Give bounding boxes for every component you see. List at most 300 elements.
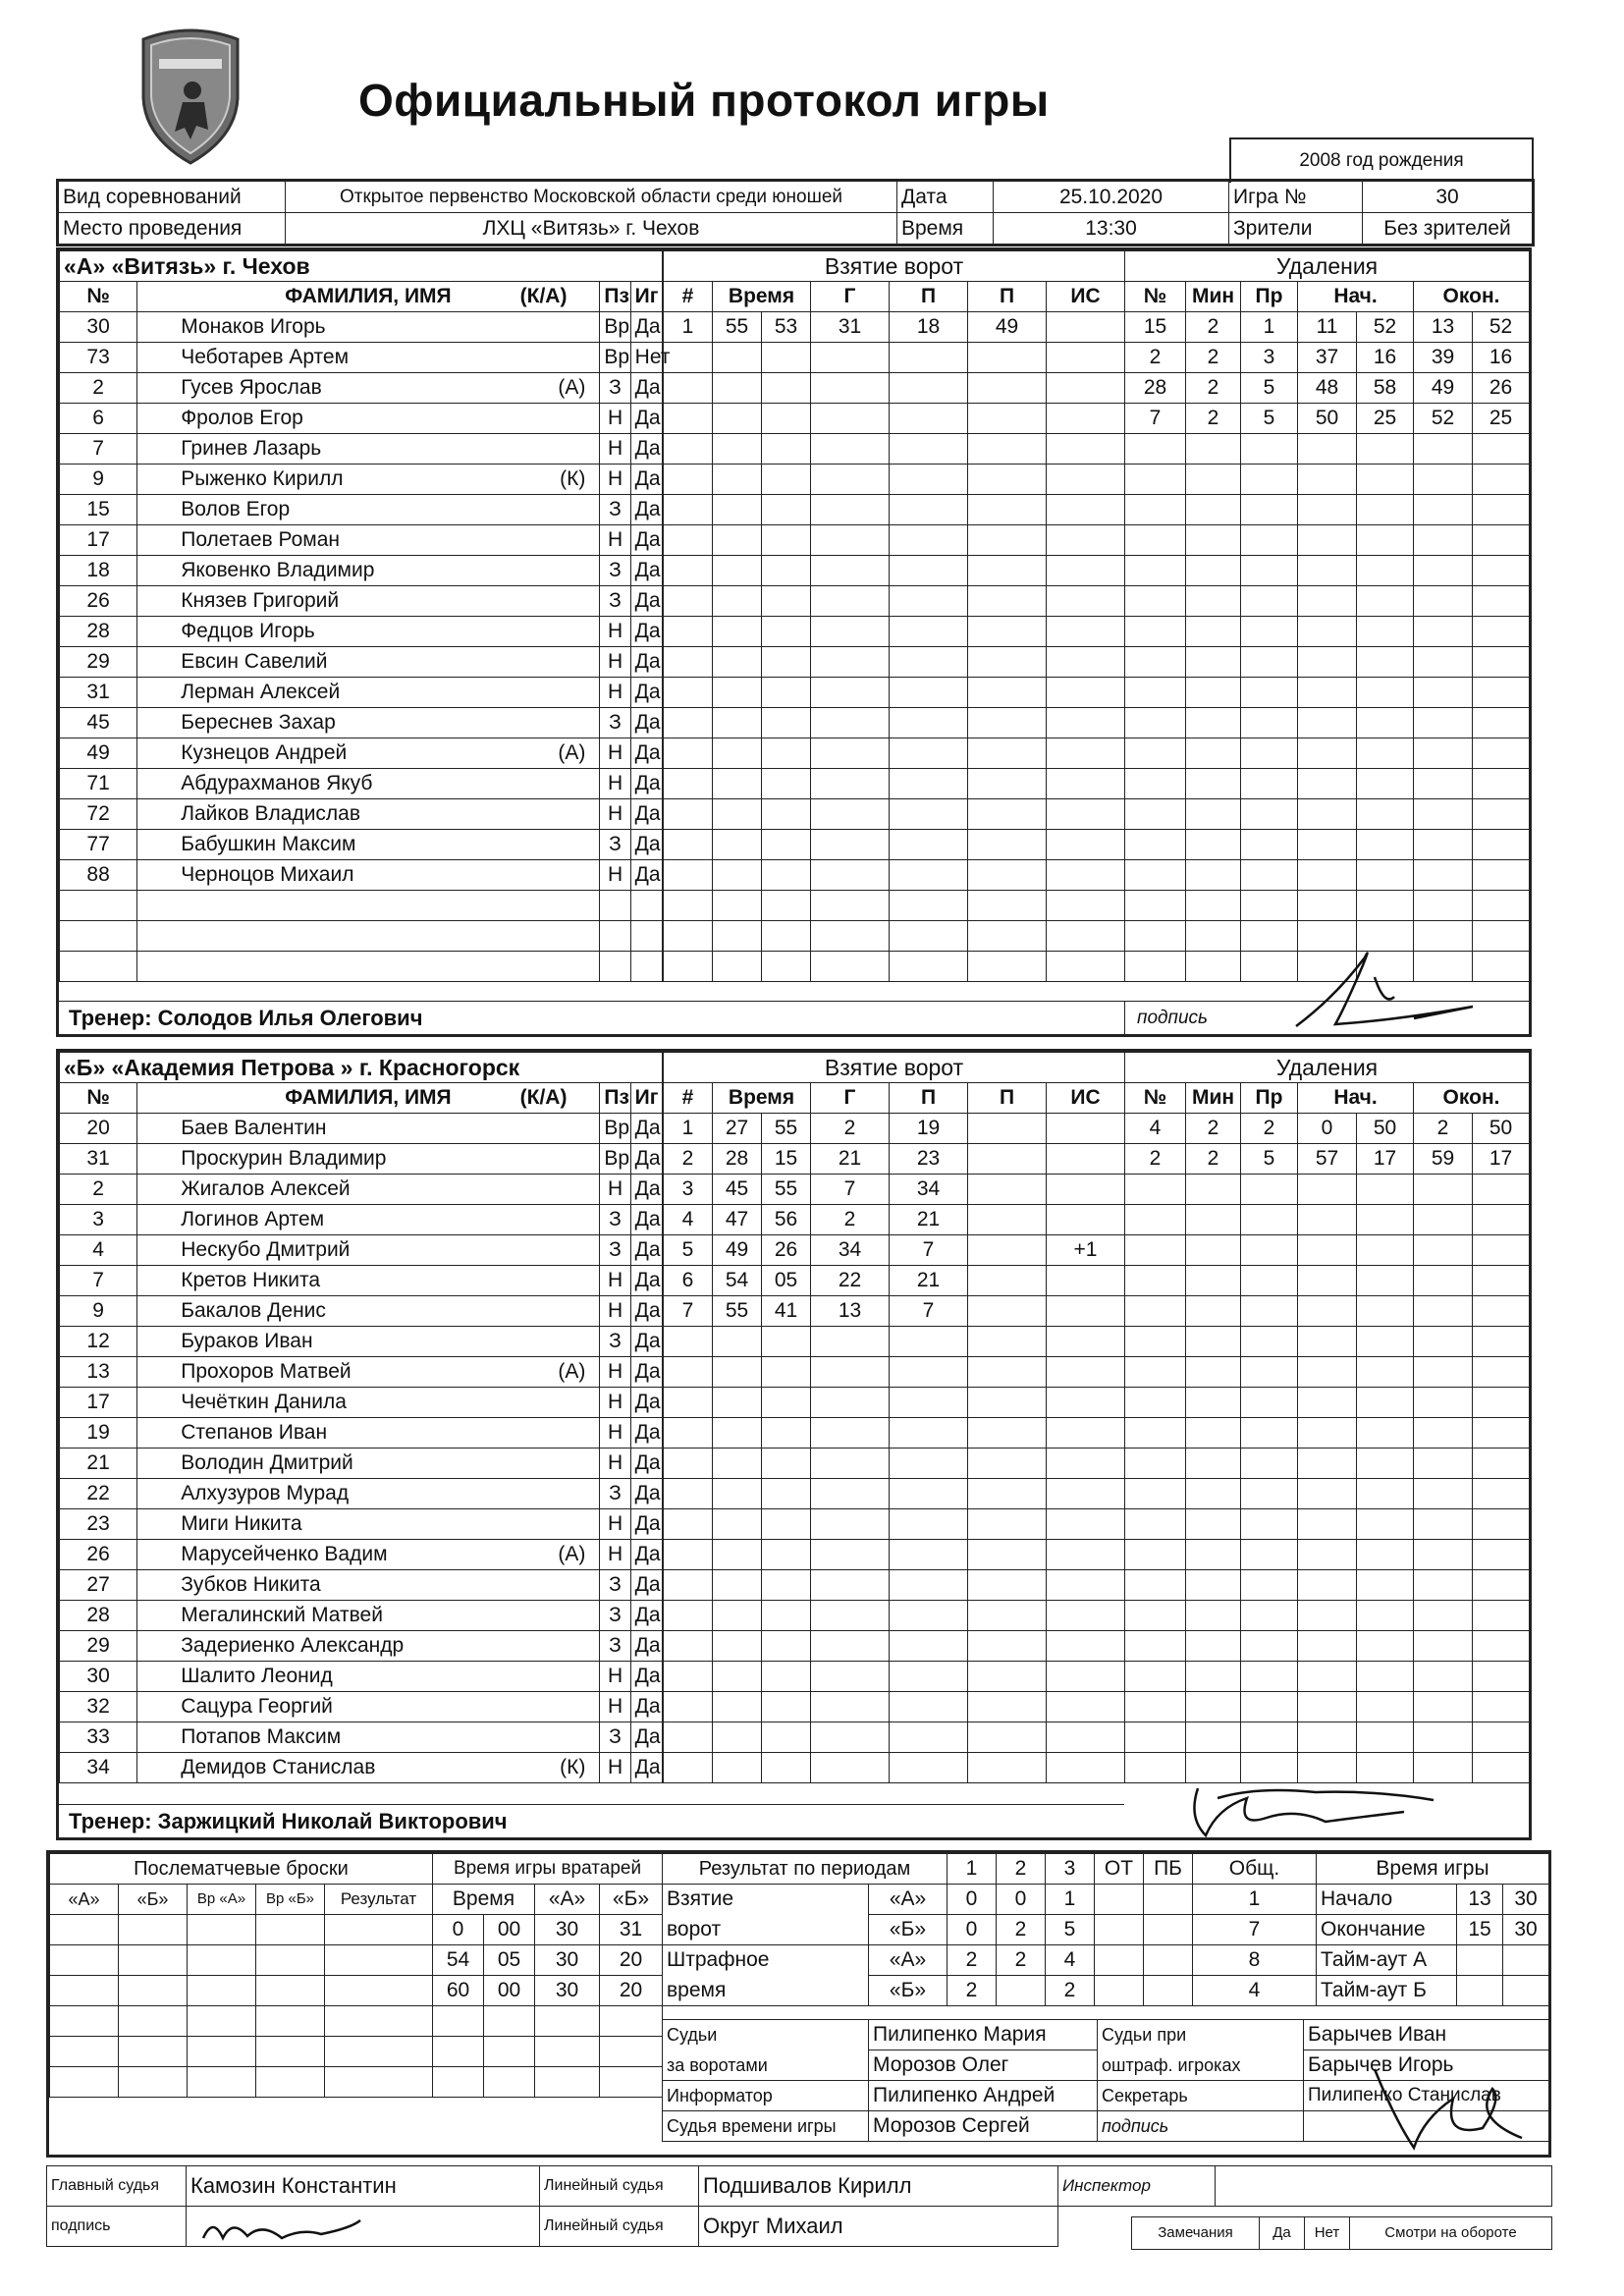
player-name-cell: [137, 617, 600, 647]
summary-block: [46, 1850, 1551, 2158]
player-role: (К): [560, 1756, 586, 1778]
player-name-cell: [137, 1388, 600, 1418]
goal-scorer: 31: [811, 312, 890, 343]
gk-team-b: 20: [600, 1976, 663, 2006]
col-goal-time: Время: [713, 1083, 811, 1114]
goal-number: 1: [664, 312, 713, 343]
player-name: Задериенко Александр: [181, 1634, 405, 1657]
player-name: Лерман Алексей: [181, 681, 341, 703]
player-name-cell: [137, 1296, 600, 1327]
penalty-row: [1125, 465, 1530, 495]
goal-number: 5: [664, 1235, 713, 1266]
penalty-row: [1125, 799, 1530, 830]
timeout-a-label: Тайм-аут А: [1317, 1945, 1457, 1976]
goal-assist-2: [968, 1205, 1047, 1235]
player-number: 18: [60, 556, 137, 586]
player-name: Монаков Игорь: [181, 315, 326, 338]
player-number: 7: [60, 1266, 137, 1296]
goals-label: Взятие: [663, 1885, 869, 1915]
pim-a-p2: 2: [997, 1945, 1046, 1976]
penalty-judges-label-2: оштраф. игроках: [1098, 2050, 1304, 2081]
goal-judge-1: Пилипенко Мария: [869, 2020, 1098, 2050]
player-number: 88: [60, 860, 137, 891]
penalty-row: [1125, 1540, 1530, 1570]
goal-judges-label-2: за воротами: [663, 2050, 869, 2081]
gk-team-a: 30: [535, 1945, 600, 1976]
goal-minute: 47: [713, 1205, 762, 1235]
player-name: Алхузуров Мурад: [181, 1482, 350, 1504]
player-number: 13: [60, 1357, 137, 1388]
goal-second: 41: [762, 1296, 811, 1327]
player-number: 9: [60, 1296, 137, 1327]
col-pen-num: №: [1125, 282, 1186, 312]
roster-row: [60, 799, 663, 830]
player-name-cell: [137, 860, 600, 891]
roster-row: [60, 1235, 663, 1266]
penalty-row: [1125, 891, 1530, 921]
player-number: 73: [60, 343, 137, 373]
col-pen-min: Мин: [1186, 282, 1241, 312]
goal-scorer: 22: [811, 1266, 890, 1296]
player-number: 29: [60, 647, 137, 678]
goal-row: [664, 1753, 1125, 1783]
player-name: Абдурахманов Якуб: [181, 772, 373, 794]
venue-value: ЛХЦ «Витязь» г. Чехов: [286, 213, 897, 246]
goal-situation: [1047, 312, 1125, 343]
goals-b-p1: 0: [947, 1915, 997, 1945]
pim-a-so: [1144, 1945, 1193, 1976]
remarks-yes[interactable]: Да: [1260, 2217, 1305, 2250]
player-number: 26: [60, 586, 137, 617]
roster-row: [60, 1631, 663, 1662]
gk-second: 00: [484, 1976, 535, 2006]
pim-team-a-label: «А»: [869, 1945, 947, 1976]
roster-row: [60, 1662, 663, 1692]
penalty-start-min: 48: [1298, 373, 1357, 404]
goals-b-ot: [1095, 1915, 1144, 1945]
penalty-row: [1125, 1144, 1530, 1175]
player-name-cell: [137, 465, 600, 495]
pim-a-ot: [1095, 1945, 1144, 1976]
goal-scorer: 7: [811, 1175, 890, 1205]
player-number: [60, 952, 137, 982]
pim-b-total: 4: [1193, 1976, 1317, 2006]
team-b-penalties-title: Удаления: [1125, 1053, 1530, 1083]
col-name: ФАМИЛИЯ, ИМЯ (К/А): [137, 282, 600, 312]
penalty-row: [1125, 1601, 1530, 1631]
year-of-birth: 2008 год рождения: [1229, 137, 1534, 183]
player-name-cell: [137, 1357, 600, 1388]
linesman-1: Подшивалов Кирилл: [699, 2166, 1058, 2207]
col-goal-num: #: [664, 282, 713, 312]
gk-minute: 0: [433, 1915, 484, 1945]
player-name-cell: [137, 373, 600, 404]
player-played: Да: [630, 1631, 662, 1662]
penalty-row: [1125, 373, 1530, 404]
player-played: Да: [630, 1235, 662, 1266]
venue-label: Место проведения: [58, 213, 286, 246]
team-b-goals-title: Взятие ворот: [664, 1053, 1125, 1083]
penalty-end-sec: 26: [1473, 373, 1530, 404]
gk-team-b: 20: [600, 1945, 663, 1976]
penalty-start-sec: 50: [1357, 1114, 1414, 1144]
player-name: Демидов Станислав: [181, 1756, 376, 1778]
gk-row: [433, 1915, 663, 1945]
shootout-col-result: Результат: [325, 1885, 433, 1915]
team-b-coach-signature: [1178, 1778, 1473, 1843]
penalty-row: [1125, 1418, 1530, 1449]
penalty-row: [1125, 1296, 1530, 1327]
goal-row: [664, 1722, 1125, 1753]
goal-judge-2: Морозов Олег: [869, 2050, 1098, 2081]
goal-row: [664, 343, 1125, 373]
goal-situation: [1047, 1296, 1125, 1327]
player-played: Да: [630, 434, 662, 465]
goal-row: [664, 1601, 1125, 1631]
chief-sign-label: подпись: [47, 2207, 187, 2247]
player-position: З: [600, 1570, 630, 1601]
goal-situation: [1047, 1266, 1125, 1296]
penalty-start-min: 37: [1298, 343, 1357, 373]
player-name: Баев Валентин: [181, 1117, 327, 1139]
penalty-end-min: 13: [1414, 312, 1473, 343]
team-b-title: «Б» «Академия Петрова » г. Красногорск: [60, 1053, 663, 1083]
inspector-label: Инспектор: [1058, 2166, 1216, 2207]
roster-row: [60, 1449, 663, 1479]
roster-row: [60, 343, 663, 373]
player-name: Фролов Егор: [181, 407, 303, 429]
penalty-player: 2: [1125, 343, 1186, 373]
goal-second: 26: [762, 1235, 811, 1266]
player-position: [600, 891, 630, 921]
player-name-cell: [137, 1144, 600, 1175]
penalty-row: [1125, 586, 1530, 617]
shootout-col-b: «Б»: [119, 1885, 188, 1915]
player-role: (А): [558, 741, 586, 764]
player-played: [630, 921, 662, 952]
player-name: Чеботарев Артем: [181, 346, 350, 368]
goal-assist-2: [968, 1266, 1047, 1296]
goal-row: [664, 1509, 1125, 1540]
player-name: Сацура Георгий: [181, 1695, 333, 1718]
linesman-label-2: Линейный судья: [540, 2207, 699, 2247]
player-name-cell: [137, 1753, 600, 1783]
penalty-row: [1125, 556, 1530, 586]
player-name-cell: [137, 1570, 600, 1601]
player-position: [600, 952, 630, 982]
penalty-start-min: 57: [1298, 1144, 1357, 1175]
gk-col-time: Время: [433, 1885, 535, 1915]
goal-row: [664, 647, 1125, 678]
player-played: Да: [630, 1388, 662, 1418]
gk-col-b: «Б»: [600, 1885, 663, 1915]
goal-row: [664, 891, 1125, 921]
goal-row: [664, 1449, 1125, 1479]
roster-row: [60, 647, 663, 678]
goal-minute: 45: [713, 1175, 762, 1205]
team-a-goals-title: Взятие ворот: [664, 251, 1125, 282]
goal-row: [664, 1296, 1125, 1327]
player-name: Рыженко Кирилл: [181, 467, 344, 490]
player-number: 31: [60, 1144, 137, 1175]
player-number: [60, 921, 137, 952]
league-logo: [137, 20, 244, 165]
goal-row: [664, 708, 1125, 738]
goal-situation: [1047, 1205, 1125, 1235]
gk-row: [433, 1976, 663, 2006]
player-played: Да: [630, 1357, 662, 1388]
player-number: 28: [60, 617, 137, 647]
player-name: Чечёткин Данила: [181, 1391, 347, 1413]
informer-value: Пилипенко Андрей: [869, 2081, 1098, 2111]
shootout-table: [49, 1853, 433, 2098]
periods-title: Результат по периодам: [663, 1854, 947, 1885]
penalty-end-sec: 16: [1473, 343, 1530, 373]
player-name: Миги Никита: [181, 1512, 302, 1535]
player-position: З: [600, 556, 630, 586]
end-minute: 30: [1503, 1915, 1549, 1945]
player-name: Нескубо Дмитрий: [181, 1238, 351, 1261]
goal-row: [664, 678, 1125, 708]
player-position: З: [600, 1631, 630, 1662]
spectators-label: Зрители: [1229, 213, 1363, 246]
player-position: З: [600, 495, 630, 525]
player-played: Да: [630, 1722, 662, 1753]
player-name-cell: [137, 1722, 600, 1753]
referees-block: [46, 2165, 1551, 2254]
date-label: Дата: [897, 181, 994, 213]
player-name: Степанов Иван: [181, 1421, 328, 1444]
penalty-start-sec: 58: [1357, 373, 1414, 404]
player-name-cell: [137, 434, 600, 465]
gk-minute: 54: [433, 1945, 484, 1976]
player-played: [630, 952, 662, 982]
player-position: Н: [600, 1692, 630, 1722]
pim-b-p2: [997, 1976, 1046, 2006]
player-number: 28: [60, 1601, 137, 1631]
col-ig: Иг: [630, 282, 662, 312]
penalty-reason: 3: [1241, 343, 1298, 373]
penalty-row: [1125, 1388, 1530, 1418]
penalty-judge-2: Барычев Игорь: [1304, 2050, 1549, 2081]
player-name-cell: [137, 586, 600, 617]
penalty-reason: 2: [1241, 1114, 1298, 1144]
player-number: 45: [60, 708, 137, 738]
penalty-minutes: 2: [1186, 1114, 1241, 1144]
goal-row: [664, 495, 1125, 525]
goal-assist-1: 23: [890, 1144, 968, 1175]
player-played: Да: [630, 1570, 662, 1601]
player-position: З: [600, 373, 630, 404]
roster-row: [60, 1479, 663, 1509]
player-position: З: [600, 1722, 630, 1753]
goal-row: [664, 1175, 1125, 1205]
player-name-cell: [137, 1114, 600, 1144]
remarks-see-back: Смотри на обороте: [1350, 2217, 1552, 2250]
team-a-title: «А» «Витязь» г. Чехов: [60, 251, 663, 282]
goal-minute: 27: [713, 1114, 762, 1144]
player-name-cell: [137, 738, 600, 769]
col-goal-situation: ИС: [1047, 1083, 1125, 1114]
goal-row: [664, 830, 1125, 860]
col-pen-start: Нач.: [1298, 282, 1414, 312]
competition-value: Открытое первенство Московской области среди юношей: [286, 181, 897, 213]
player-number: 17: [60, 1388, 137, 1418]
player-number: 27: [60, 1570, 137, 1601]
player-name: Гринев Лазарь: [181, 437, 322, 460]
gk-team-a: 30: [535, 1915, 600, 1945]
team-a-sign-label: подпись: [1124, 1001, 1529, 1035]
penalty-start-sec: 16: [1357, 343, 1414, 373]
roster-row: [60, 1175, 663, 1205]
roster-row: [60, 1722, 663, 1753]
player-played: Да: [630, 1509, 662, 1540]
player-number: 2: [60, 373, 137, 404]
team-a-coach: Тренер: Солодов Илья Олегович: [59, 1001, 1124, 1035]
goal-row: [664, 860, 1125, 891]
player-position: Н: [600, 1296, 630, 1327]
player-name-cell: [137, 343, 600, 373]
goals-a-p2: 0: [997, 1885, 1046, 1915]
player-name-cell: [137, 952, 600, 982]
goal-row: [664, 404, 1125, 434]
player-name-cell: [137, 708, 600, 738]
goal-row: [664, 1235, 1125, 1266]
goal-assist-1: 7: [890, 1296, 968, 1327]
roster-row: [60, 556, 663, 586]
player-name: Бураков Иван: [181, 1330, 313, 1352]
goal-judges-label: Судьи: [663, 2020, 869, 2050]
goal-row: [664, 373, 1125, 404]
goal-assist-2: [968, 1296, 1047, 1327]
col-pen-num: №: [1125, 1083, 1186, 1114]
player-position: Н: [600, 1509, 630, 1540]
penalty-minutes: 2: [1186, 373, 1241, 404]
roster-row: [60, 769, 663, 799]
shootout-col-gk-a: Вр «А»: [188, 1885, 256, 1915]
team-a-goals: [663, 250, 1125, 982]
player-number: 20: [60, 1114, 137, 1144]
goal-row: [664, 1327, 1125, 1357]
roster-row: [60, 1388, 663, 1418]
period-col-1: 1: [947, 1854, 997, 1885]
goal-row: [664, 1631, 1125, 1662]
roster-row: [60, 586, 663, 617]
col-goal-scorer: Г: [811, 1083, 890, 1114]
goal-assist-2: [968, 1235, 1047, 1266]
penalty-player: 28: [1125, 373, 1186, 404]
col-goal-scorer: Г: [811, 282, 890, 312]
gk-team-a: 30: [535, 1976, 600, 2006]
time-label: Время: [897, 213, 994, 246]
goal-second: 15: [762, 1144, 811, 1175]
penalty-end-min: 59: [1414, 1144, 1473, 1175]
informer-label: Информатор: [663, 2081, 869, 2111]
roster-row: [60, 1570, 663, 1601]
goal-scorer: 13: [811, 1296, 890, 1327]
player-number: 71: [60, 769, 137, 799]
col-num: №: [60, 1083, 137, 1114]
col-assist-2: П: [968, 1083, 1047, 1114]
team-b-goals: [663, 1052, 1125, 1783]
player-role: (А): [558, 376, 586, 399]
penalty-row: [1125, 495, 1530, 525]
penalty-row: [1125, 1662, 1530, 1692]
player-name: Володин Дмитрий: [181, 1451, 353, 1474]
player-name: Прохоров Матвей: [181, 1360, 352, 1383]
period-col-so: ПБ: [1144, 1854, 1193, 1885]
player-number: 12: [60, 1327, 137, 1357]
penalty-start-min: 11: [1298, 312, 1357, 343]
team-a-roster: [59, 250, 671, 982]
player-name-cell: [137, 1235, 600, 1266]
period-results-table: [662, 1853, 1317, 2006]
goal-scorer: 34: [811, 1235, 890, 1266]
player-position: З: [600, 708, 630, 738]
goal-minute: 49: [713, 1235, 762, 1266]
player-played: Да: [630, 1205, 662, 1235]
goal-row: [664, 952, 1125, 982]
penalty-end-sec: 52: [1473, 312, 1530, 343]
player-name: Кретов Никита: [181, 1269, 321, 1291]
pim-b-p1: 2: [947, 1976, 997, 2006]
goal-second: 55: [762, 1175, 811, 1205]
goal-second: 53: [762, 312, 811, 343]
player-position: Вр: [600, 1144, 630, 1175]
pim-a-p1: 2: [947, 1945, 997, 1976]
player-position: Н: [600, 465, 630, 495]
goal-situation: +1: [1047, 1235, 1125, 1266]
roster-row: [60, 921, 663, 952]
player-number: 7: [60, 434, 137, 465]
goals-a-p3: 1: [1046, 1885, 1095, 1915]
player-number: 22: [60, 1479, 137, 1509]
player-name-cell: [137, 1266, 600, 1296]
goalkeeper-time-table: [432, 1853, 663, 2098]
col-pen-end: Окон.: [1414, 282, 1530, 312]
remarks-no[interactable]: Нет: [1305, 2217, 1350, 2250]
player-played: Да: [630, 1144, 662, 1175]
player-name-cell: [137, 556, 600, 586]
player-name-cell: [137, 799, 600, 830]
goal-assist-2: 49: [968, 312, 1047, 343]
player-position: Н: [600, 1388, 630, 1418]
player-role: (А): [558, 1360, 586, 1383]
timekeeper-label: Судья времени игры: [663, 2111, 869, 2142]
player-position: З: [600, 586, 630, 617]
player-name-cell: [137, 830, 600, 860]
linesman-label-1: Линейный судья: [540, 2166, 699, 2207]
time-value: 13:30: [994, 213, 1229, 246]
player-name: Кузнецов Андрей: [181, 741, 348, 764]
penalty-minutes: 2: [1186, 312, 1241, 343]
player-number: 26: [60, 1540, 137, 1570]
page-title: Официальный протокол игры: [358, 75, 1050, 126]
goal-minute: 55: [713, 312, 762, 343]
penalty-row: [1125, 860, 1530, 891]
player-number: 30: [60, 1662, 137, 1692]
roster-row: [60, 1418, 663, 1449]
inspector-table: [1057, 2165, 1552, 2207]
col-goal-situation: ИС: [1047, 282, 1125, 312]
goal-second: 55: [762, 1114, 811, 1144]
player-name: [141, 894, 181, 916]
roster-row: [60, 434, 663, 465]
player-position: Н: [600, 647, 630, 678]
player-position: Н: [600, 860, 630, 891]
goal-number: 7: [664, 1296, 713, 1327]
player-played: Да: [630, 556, 662, 586]
